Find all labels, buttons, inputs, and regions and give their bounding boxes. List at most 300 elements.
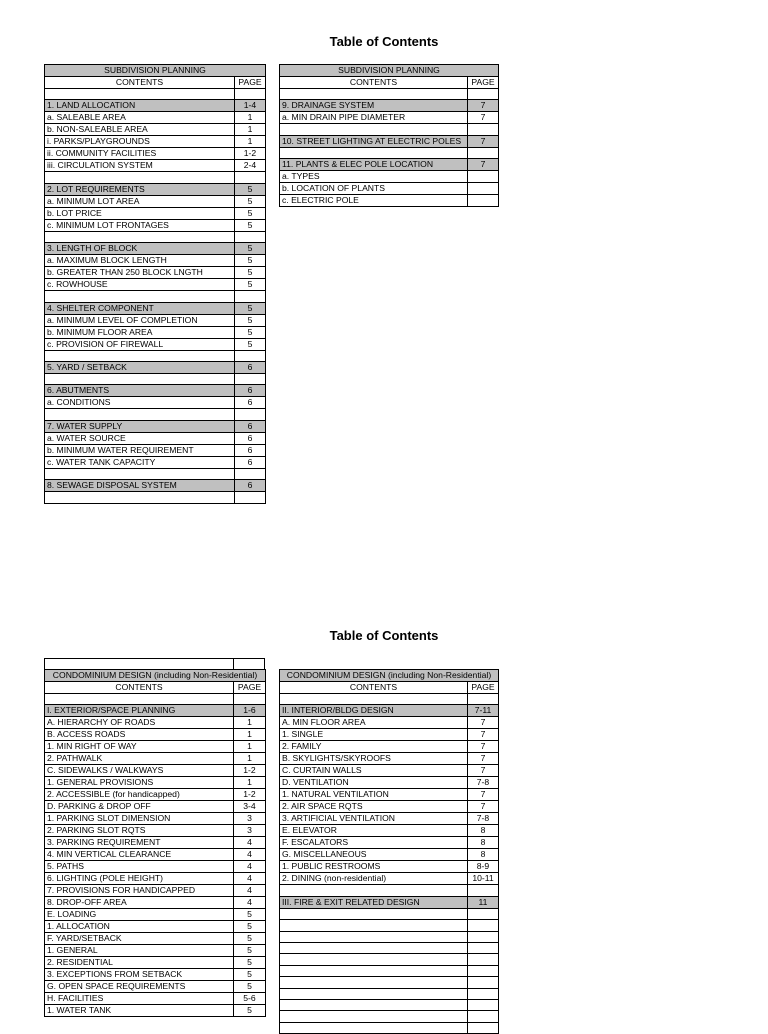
entry-page: 3 <box>234 825 266 837</box>
table-row <box>45 160 266 172</box>
entry-page: 6 <box>235 444 266 456</box>
entry-page <box>468 920 499 931</box>
page-title: Table of Contents <box>329 34 439 49</box>
entry-page: 5 <box>234 1005 266 1017</box>
section-row <box>280 896 499 908</box>
section-row <box>280 705 499 717</box>
entry-title: III. FIRE & EXIT RELATED DESIGN <box>280 896 468 908</box>
entry-title <box>280 89 468 100</box>
entry-page: 6 <box>235 432 266 444</box>
table-row <box>280 801 499 813</box>
table-row <box>45 1005 266 1017</box>
entry-title <box>280 694 468 705</box>
blank-row <box>280 965 499 976</box>
entry-page: 4 <box>234 849 266 861</box>
entry-title <box>280 885 468 896</box>
entry-title: 1. GENERAL <box>45 945 234 957</box>
entry-title: 1. SINGLE <box>280 729 468 741</box>
table-row <box>45 397 266 409</box>
entry-title <box>280 999 468 1010</box>
table-row <box>280 873 499 885</box>
table-row <box>45 729 266 741</box>
toc-table-condominium-left <box>44 669 266 1017</box>
blank-row <box>280 694 499 705</box>
entry-page: 1-4 <box>235 100 266 112</box>
entry-title: E. ELEVATOR <box>280 825 468 837</box>
entry-title <box>280 147 468 158</box>
table-heading: SUBDIVISION PLANNING <box>45 65 266 77</box>
blank-row <box>280 1011 499 1022</box>
entry-page <box>234 694 266 705</box>
table-row <box>45 765 266 777</box>
table-row <box>45 279 266 291</box>
entry-title: C. CURTAIN WALLS <box>280 765 468 777</box>
entry-page <box>468 908 499 919</box>
blank-row <box>45 291 266 302</box>
entry-title: 5. YARD / SETBACK <box>45 361 235 373</box>
entry-page <box>235 350 266 361</box>
table-row <box>45 124 266 136</box>
entry-title: 2. FAMILY <box>280 741 468 753</box>
entry-title: b. MINIMUM FLOOR AREA <box>45 326 235 338</box>
section-row <box>45 100 266 112</box>
table-row <box>45 432 266 444</box>
entry-page: 5 <box>234 933 266 945</box>
entry-page: 5 <box>235 279 266 291</box>
entry-title: G. MISCELLANEOUS <box>280 849 468 861</box>
entry-title: b. LOCATION OF PLANTS <box>280 183 468 195</box>
entry-title: 1. PARKING SLOT DIMENSION <box>45 813 234 825</box>
toc-table-condominium-right <box>279 669 499 1034</box>
entry-title: 4. MIN VERTICAL CLEARANCE <box>45 849 234 861</box>
entry-page <box>468 89 499 100</box>
entry-title: a. MINIMUM LEVEL OF COMPLETION <box>45 314 235 326</box>
entry-page: 1-2 <box>234 765 266 777</box>
entry-page: 1 <box>234 777 266 789</box>
entry-page: 7-8 <box>468 813 499 825</box>
table-row <box>280 171 499 183</box>
entry-page: 6 <box>235 456 266 468</box>
entry-title: a. SALEABLE AREA <box>45 112 235 124</box>
blank-row <box>45 468 266 479</box>
table-row <box>280 717 499 729</box>
blank-row <box>45 694 266 705</box>
table-row <box>280 195 499 207</box>
entry-page <box>468 694 499 705</box>
entry-title: 2. RESIDENTIAL <box>45 957 234 969</box>
table-row <box>45 825 266 837</box>
entry-page <box>468 124 499 135</box>
table-row <box>45 885 266 897</box>
section-row <box>45 361 266 373</box>
blank-row <box>280 89 499 100</box>
entry-title <box>45 694 234 705</box>
entry-page: 4 <box>234 873 266 885</box>
entry-page <box>468 147 499 158</box>
column-header-contents: CONTENTS <box>45 77 235 89</box>
entry-page: 11 <box>468 896 499 908</box>
entry-title: 7. PROVISIONS FOR HANDICAPPED <box>45 885 234 897</box>
entry-title <box>45 373 235 384</box>
table-row <box>45 861 266 873</box>
entry-title: b. GREATER THAN 250 BLOCK LNGTH <box>45 267 235 279</box>
table-row <box>45 969 266 981</box>
table-row <box>280 813 499 825</box>
table-heading: SUBDIVISION PLANNING <box>280 65 499 77</box>
entry-page: 1 <box>235 124 266 136</box>
entry-page <box>468 942 499 953</box>
entry-title <box>45 231 235 242</box>
table-row <box>280 741 499 753</box>
table-row <box>280 777 499 789</box>
entry-page <box>468 977 499 988</box>
entry-page: 7-8 <box>468 777 499 789</box>
entry-page: 8 <box>468 837 499 849</box>
entry-page: 5 <box>235 326 266 338</box>
entry-page: 1 <box>234 729 266 741</box>
entry-title <box>280 124 468 135</box>
entry-title: c. ELECTRIC POLE <box>280 195 468 207</box>
entry-title: D. VENTILATION <box>280 777 468 789</box>
section-row <box>45 183 266 195</box>
entry-title <box>280 931 468 942</box>
entry-title <box>280 920 468 931</box>
entry-title: a. MIN DRAIN PIPE DIAMETER <box>280 112 468 124</box>
entry-page <box>468 1011 499 1022</box>
entry-page: 2-4 <box>235 160 266 172</box>
table-row <box>45 314 266 326</box>
entry-page <box>235 291 266 302</box>
table-row <box>280 729 499 741</box>
entry-page <box>235 231 266 242</box>
table-row <box>45 219 266 231</box>
table-row <box>45 112 266 124</box>
entry-title: 2. AIR SPACE RQTS <box>280 801 468 813</box>
entry-title: i. PARKS/PLAYGROUNDS <box>45 136 235 148</box>
entry-title: 5. PATHS <box>45 861 234 873</box>
entry-page: 4 <box>234 885 266 897</box>
entry-title <box>45 492 235 503</box>
entry-title: 1. GENERAL PROVISIONS <box>45 777 234 789</box>
entry-page: 7 <box>468 753 499 765</box>
entry-title: 1. WATER TANK <box>45 1005 234 1017</box>
entry-page <box>468 885 499 896</box>
column-header-page: PAGE <box>235 77 266 89</box>
entry-title <box>45 409 235 420</box>
entry-page: 1 <box>234 753 266 765</box>
entry-page: 6 <box>235 480 266 492</box>
entry-page: 5 <box>235 195 266 207</box>
entry-page <box>468 931 499 942</box>
section-row <box>280 100 499 112</box>
entry-title: 6. ABUTMENTS <box>45 385 235 397</box>
entry-title: A. MIN FLOOR AREA <box>280 717 468 729</box>
entry-page: 6 <box>235 420 266 432</box>
entry-page: 5 <box>234 945 266 957</box>
entry-page: 1 <box>234 741 266 753</box>
entry-title <box>280 977 468 988</box>
entry-page: 6 <box>235 397 266 409</box>
entry-title: 1. PUBLIC RESTROOMS <box>280 861 468 873</box>
entry-page: 8 <box>468 825 499 837</box>
entry-title: b. MINIMUM WATER REQUIREMENT <box>45 444 235 456</box>
table-row <box>280 753 499 765</box>
entry-page: 1 <box>235 136 266 148</box>
blank-row <box>280 885 499 896</box>
entry-title <box>280 965 468 976</box>
table-row <box>280 112 499 124</box>
entry-page: 1-2 <box>235 148 266 160</box>
entry-title <box>280 942 468 953</box>
entry-title: 10. STREET LIGHTING AT ELECTRIC POLES <box>280 135 468 147</box>
entry-title: D. PARKING & DROP OFF <box>45 801 234 813</box>
table-row <box>45 267 266 279</box>
table-row <box>45 909 266 921</box>
entry-page: 7 <box>468 100 499 112</box>
table-row <box>45 207 266 219</box>
entry-page: 5 <box>234 981 266 993</box>
entry-page: 4 <box>234 861 266 873</box>
entry-title: F. ESCALATORS <box>280 837 468 849</box>
table-row <box>280 789 499 801</box>
table-row <box>280 861 499 873</box>
entry-page: 3-4 <box>234 801 266 813</box>
section-row <box>280 159 499 171</box>
entry-title: 1. NATURAL VENTILATION <box>280 789 468 801</box>
entry-title <box>45 291 235 302</box>
entry-page: 7 <box>468 789 499 801</box>
entry-title: c. ROWHOUSE <box>45 279 235 291</box>
entry-title: F. YARD/SETBACK <box>45 933 234 945</box>
blank-row <box>280 954 499 965</box>
blank-row <box>45 409 266 420</box>
entry-title: I. EXTERIOR/SPACE PLANNING <box>45 705 234 717</box>
entry-page: 5 <box>235 314 266 326</box>
column-header-page: PAGE <box>468 77 499 89</box>
entry-title: 7. WATER SUPPLY <box>45 420 235 432</box>
entry-page: 10-11 <box>468 873 499 885</box>
section-row <box>45 420 266 432</box>
entry-title: 2. LOT REQUIREMENTS <box>45 183 235 195</box>
entry-title: 8. SEWAGE DISPOSAL SYSTEM <box>45 480 235 492</box>
blank-row <box>45 492 266 503</box>
entry-page: 6 <box>235 385 266 397</box>
entry-title: 2. PARKING SLOT RQTS <box>45 825 234 837</box>
section-row <box>45 705 266 717</box>
entry-page: 7 <box>468 159 499 171</box>
table-row <box>45 717 266 729</box>
table-row <box>45 444 266 456</box>
entry-page: 5 <box>234 969 266 981</box>
entry-title <box>45 89 235 100</box>
entry-page <box>468 999 499 1010</box>
entry-page: 5 <box>234 921 266 933</box>
toc-table-subdivision-right <box>279 64 499 207</box>
entry-title: a. TYPES <box>280 171 468 183</box>
entry-title: b. NON-SALEABLE AREA <box>45 124 235 136</box>
entry-title: 3. PARKING REQUIREMENT <box>45 837 234 849</box>
blank-row <box>280 931 499 942</box>
table-row <box>45 813 266 825</box>
entry-title: a. CONDITIONS <box>45 397 235 409</box>
section-row <box>45 385 266 397</box>
entry-title: A. HIERARCHY OF ROADS <box>45 717 234 729</box>
table-row <box>45 933 266 945</box>
entry-title: 8. DROP-OFF AREA <box>45 897 234 909</box>
entry-page: 5 <box>235 255 266 267</box>
entry-title: a. MAXIMUM BLOCK LENGTH <box>45 255 235 267</box>
entry-title: C. SIDEWALKS / WALKWAYS <box>45 765 234 777</box>
entry-title: E. LOADING <box>45 909 234 921</box>
toc-table-subdivision-left <box>44 64 266 504</box>
table-row <box>280 849 499 861</box>
table-row <box>45 136 266 148</box>
entry-title: 6. LIGHTING (POLE HEIGHT) <box>45 873 234 885</box>
entry-title: 4. SHELTER COMPONENT <box>45 302 235 314</box>
blank-row <box>45 231 266 242</box>
entry-page <box>468 965 499 976</box>
table-row <box>45 873 266 885</box>
table-row <box>45 921 266 933</box>
entry-page: 5 <box>235 183 266 195</box>
entry-page: 7-11 <box>468 705 499 717</box>
entry-page: 7 <box>468 741 499 753</box>
entry-page: 6 <box>235 361 266 373</box>
table-row <box>45 753 266 765</box>
column-header-page: PAGE <box>468 682 499 694</box>
entry-page: 7 <box>468 765 499 777</box>
column-header-contents: CONTENTS <box>280 77 468 89</box>
entry-title: 3. LENGTH OF BLOCK <box>45 243 235 255</box>
entry-page: 7 <box>468 135 499 147</box>
table-row <box>45 993 266 1005</box>
entry-page: 5 <box>235 243 266 255</box>
entry-title: ii. COMMUNITY FACILITIES <box>45 148 235 160</box>
table-row <box>45 849 266 861</box>
table-row <box>280 183 499 195</box>
table-row <box>280 837 499 849</box>
entry-page: 1 <box>234 717 266 729</box>
spacer-line <box>44 658 234 659</box>
table-row <box>45 789 266 801</box>
entry-page <box>468 988 499 999</box>
entry-title: c. WATER TANK CAPACITY <box>45 456 235 468</box>
entry-page: 5 <box>234 957 266 969</box>
entry-page: 5 <box>235 302 266 314</box>
blank-row <box>280 999 499 1010</box>
entry-title: 1. LAND ALLOCATION <box>45 100 235 112</box>
table-heading: CONDOMINIUM DESIGN (including Non-Residential) <box>45 670 266 682</box>
table-row <box>45 837 266 849</box>
entry-page <box>235 172 266 183</box>
entry-page: 7 <box>468 717 499 729</box>
entry-title: H. FACILITIES <box>45 993 234 1005</box>
entry-title <box>45 468 235 479</box>
entry-title: b. LOT PRICE <box>45 207 235 219</box>
blank-row <box>280 920 499 931</box>
entry-page <box>468 171 499 183</box>
entry-page: 8-9 <box>468 861 499 873</box>
page-title: Table of Contents <box>329 628 439 643</box>
entry-page <box>235 409 266 420</box>
section-row <box>45 302 266 314</box>
entry-page: 1-6 <box>234 705 266 717</box>
section-row <box>280 135 499 147</box>
entry-page <box>235 492 266 503</box>
entry-page: 4 <box>234 897 266 909</box>
entry-title: B. SKYLIGHTS/SKYROOFS <box>280 753 468 765</box>
entry-title <box>280 988 468 999</box>
entry-page: 5 <box>235 338 266 350</box>
blank-row <box>45 350 266 361</box>
entry-title: 2. ACCESSIBLE (for handicapped) <box>45 789 234 801</box>
entry-title <box>280 1011 468 1022</box>
table-row <box>280 825 499 837</box>
column-header-contents: CONTENTS <box>280 682 468 694</box>
entry-page <box>235 373 266 384</box>
entry-page: 5 <box>235 267 266 279</box>
table-row <box>45 148 266 160</box>
blank-row <box>280 147 499 158</box>
entry-title: 3. ARTIFICIAL VENTILATION <box>280 813 468 825</box>
blank-row <box>280 977 499 988</box>
table-row <box>45 326 266 338</box>
entry-page: 7 <box>468 801 499 813</box>
entry-page: 7 <box>468 112 499 124</box>
table-row <box>280 765 499 777</box>
entry-title <box>280 954 468 965</box>
entry-page <box>468 195 499 207</box>
entry-title: 2. PATHWALK <box>45 753 234 765</box>
entry-title: 9. DRAINAGE SYSTEM <box>280 100 468 112</box>
table-row <box>45 741 266 753</box>
entry-page <box>235 89 266 100</box>
entry-title: iii. CIRCULATION SYSTEM <box>45 160 235 172</box>
section-row <box>45 243 266 255</box>
entry-title: a. MINIMUM LOT AREA <box>45 195 235 207</box>
entry-page: 7 <box>468 729 499 741</box>
blank-row <box>45 373 266 384</box>
entry-title <box>45 172 235 183</box>
table-row <box>45 195 266 207</box>
table-row <box>45 945 266 957</box>
entry-page: 5-6 <box>234 993 266 1005</box>
column-header-contents: CONTENTS <box>45 682 234 694</box>
entry-page: 3 <box>234 813 266 825</box>
table-row <box>45 957 266 969</box>
entry-page: 5 <box>234 909 266 921</box>
entry-title: a. WATER SOURCE <box>45 432 235 444</box>
table-row <box>45 801 266 813</box>
blank-row <box>280 908 499 919</box>
entry-page: 8 <box>468 849 499 861</box>
entry-page <box>468 183 499 195</box>
table-row <box>45 897 266 909</box>
entry-title <box>45 350 235 361</box>
blank-row <box>280 942 499 953</box>
entry-page: 1 <box>235 112 266 124</box>
entry-page: 5 <box>235 219 266 231</box>
blank-row <box>280 988 499 999</box>
table-row <box>45 255 266 267</box>
entry-title: 2. DINING (non-residential) <box>280 873 468 885</box>
table-row <box>45 777 266 789</box>
entry-title: c. MINIMUM LOT FRONTAGES <box>45 219 235 231</box>
entry-page <box>235 468 266 479</box>
entry-title: II. INTERIOR/BLDG DESIGN <box>280 705 468 717</box>
entry-title: B. ACCESS ROADS <box>45 729 234 741</box>
entry-title: 1. ALLOCATION <box>45 921 234 933</box>
